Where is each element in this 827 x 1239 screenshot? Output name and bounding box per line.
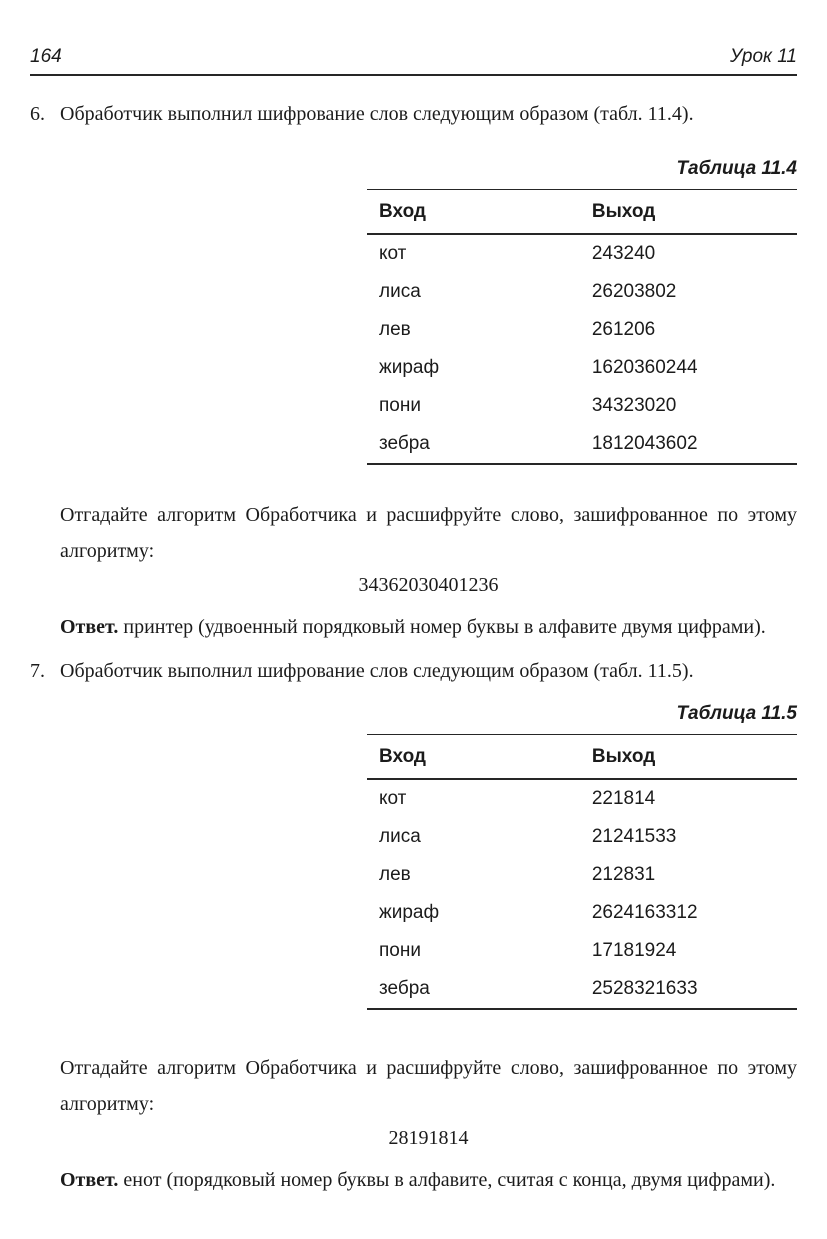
output-cell: 2528321633 (591, 978, 698, 999)
input-cell: жираф (379, 902, 440, 923)
input-cell: пони (379, 395, 421, 416)
problem-intro-text: Обработчик выполнил шифрование слов следующим образом (табл. 11.5). (60, 660, 694, 682)
answer-paragraph (60, 1162, 797, 1198)
output-cell: 1620360244 (591, 357, 698, 378)
input-cell: жираф (379, 357, 440, 378)
column-header-output: Выход (580, 190, 797, 235)
running-head (30, 0, 797, 76)
answer-paragraph (60, 609, 797, 645)
problem-6 (30, 100, 797, 128)
input-cell: лиса (379, 826, 421, 847)
page-number: 164 (30, 46, 62, 67)
table-row (367, 779, 797, 818)
answer-label: Ответ. (60, 1169, 119, 1191)
input-cell: пони (379, 940, 421, 961)
column-header-output: Выход (580, 735, 797, 780)
problem-7 (30, 657, 797, 685)
answer-text: принтер (удвоенный порядковый номер буквы в алфавите двумя цифрами). (123, 616, 766, 638)
table-header-row (367, 735, 797, 780)
lesson-title: Урок 11 (729, 46, 797, 67)
input-cell: кот (379, 243, 407, 264)
table-row (367, 234, 797, 273)
table-row (367, 273, 797, 311)
input-cell: зебра (379, 978, 430, 999)
input-cell: лиса (379, 281, 421, 302)
table-row (367, 311, 797, 349)
cipher-table-block-11-5 (367, 703, 797, 1010)
answer-label: Ответ. (60, 616, 119, 638)
input-cell: лев (379, 864, 411, 885)
cipher-table-block-11-4 (367, 158, 797, 465)
task-paragraph: Отгадайте алгоритм Обработчика и расшифруйте слово, зашифрованное по этому алгоритму: (60, 1057, 797, 1115)
table-row (367, 425, 797, 464)
answer-text: енот (порядковый номер буквы в алфавите, считая с конца, двумя цифрами). (123, 1169, 776, 1191)
output-cell: 221814 (591, 788, 656, 809)
output-cell: 1812043602 (591, 433, 698, 454)
output-cell: 261206 (591, 319, 656, 340)
output-cell: 243240 (591, 243, 656, 264)
problem-intro-text: Обработчик выполнил шифрование слов следующим образом (табл. 11.4). (60, 103, 694, 125)
cipher-code: 28191814 (388, 1127, 469, 1149)
input-cell: лев (379, 319, 411, 340)
problem-number: 6. (30, 103, 45, 125)
cipher-code: 34362030401236 (358, 574, 499, 596)
table-caption: Таблица 11.4 (676, 158, 797, 179)
output-cell: 21241533 (591, 826, 677, 847)
output-cell: 26203802 (591, 281, 677, 302)
output-cell: 212831 (591, 864, 656, 885)
table-row (367, 932, 797, 970)
table-row (367, 970, 797, 1009)
output-cell: 17181924 (591, 940, 677, 961)
table-caption: Таблица 11.5 (676, 703, 797, 724)
task-paragraph: Отгадайте алгоритм Обработчика и расшифруйте слово, зашифрованное по этому алгоритму: (60, 504, 797, 562)
input-cell: зебра (379, 433, 430, 454)
table-row (367, 387, 797, 425)
table-header-row (367, 190, 797, 235)
table-row (367, 818, 797, 856)
input-cell: кот (379, 788, 407, 809)
column-header-input: Вход (367, 190, 580, 235)
cipher-table (367, 189, 797, 465)
table-row (367, 894, 797, 932)
problem-number: 7. (30, 660, 45, 682)
cipher-table (367, 734, 797, 1010)
output-cell: 34323020 (591, 395, 677, 416)
output-cell: 2624163312 (591, 902, 698, 923)
column-header-input: Вход (367, 735, 580, 780)
table-row (367, 856, 797, 894)
table-row (367, 349, 797, 387)
